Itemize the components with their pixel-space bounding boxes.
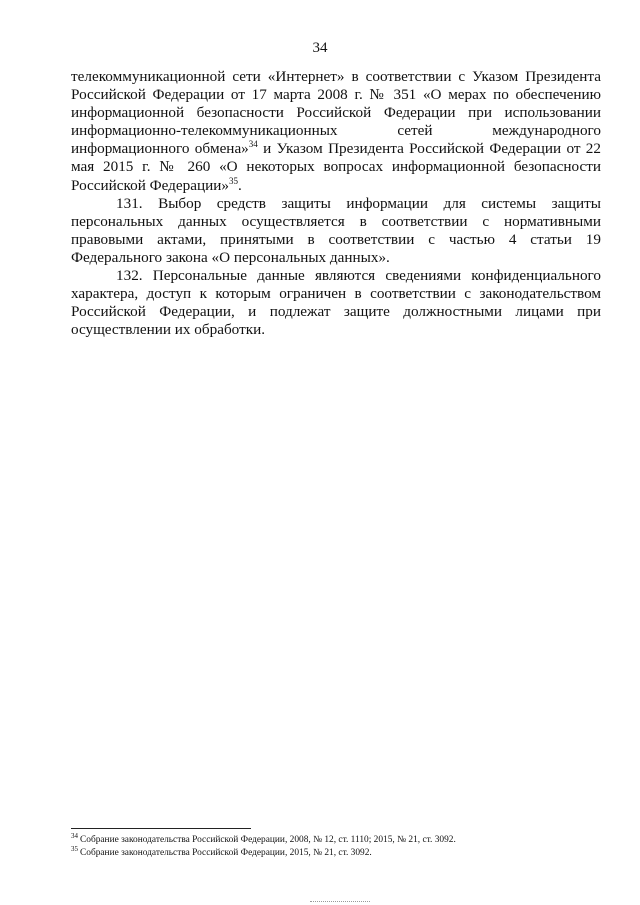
footnote-35 [71, 844, 611, 860]
paragraph-continued-text-2: и Указом Президента Российской Федерации от 22 мая 2015 г. № 260 «О некоторых вопросах информационной безопасности Российской Федерации» [71, 140, 601, 194]
scan-artifact [310, 901, 370, 902]
footnotes [71, 831, 611, 860]
footnote-ref-35[interactable]: 35 [228, 175, 238, 186]
paragraph-continued-text: телекоммуникационной сети «Интернет» в соответствии с Указом Президента Российской Федерации от 17 марта 2008 г. № 351 «О мерах по обеспечению информационной безопасности Российской Федерации при использовании информационно-телекоммуникационных сетей международного информационного обмена» [71, 68, 601, 158]
footnote-ref-34[interactable]: 34 [248, 139, 258, 150]
page-number: 34 [312, 40, 328, 56]
paragraph-continued-end: . [237, 176, 242, 194]
footnote-34 [71, 831, 611, 847]
paragraph-131: 131. Выбор средств защиты информации для системы защиты персональных данных осуществляется в соответствии с нормативными правовыми актами, принятыми в соответствии с частью 4 статьи 19 Федерального закона «О персональных данных». [71, 194, 601, 266]
paragraph-132: 132. Персональные данные являются сведениями конфиденциального характера, доступ к которым ограничен в соответствии с законодательством Российской Федерации, и подлежат защите должностными лицами при осуществлении их обработки. [71, 267, 601, 339]
paragraph-continued [71, 68, 601, 195]
footnote-divider [71, 828, 251, 829]
body-text [71, 68, 601, 339]
footnote-marker: 34 [71, 831, 78, 840]
footnote-marker: 35 [71, 844, 78, 853]
footnote-text: Собрание законодательства Российской Федерации, 2008, № 12, ст. 1110; 2015, № 21, ст. 3092. [80, 835, 456, 845]
footnote-text: Собрание законодательства Российской Федерации, 2015, № 21, ст. 3092. [80, 848, 372, 858]
